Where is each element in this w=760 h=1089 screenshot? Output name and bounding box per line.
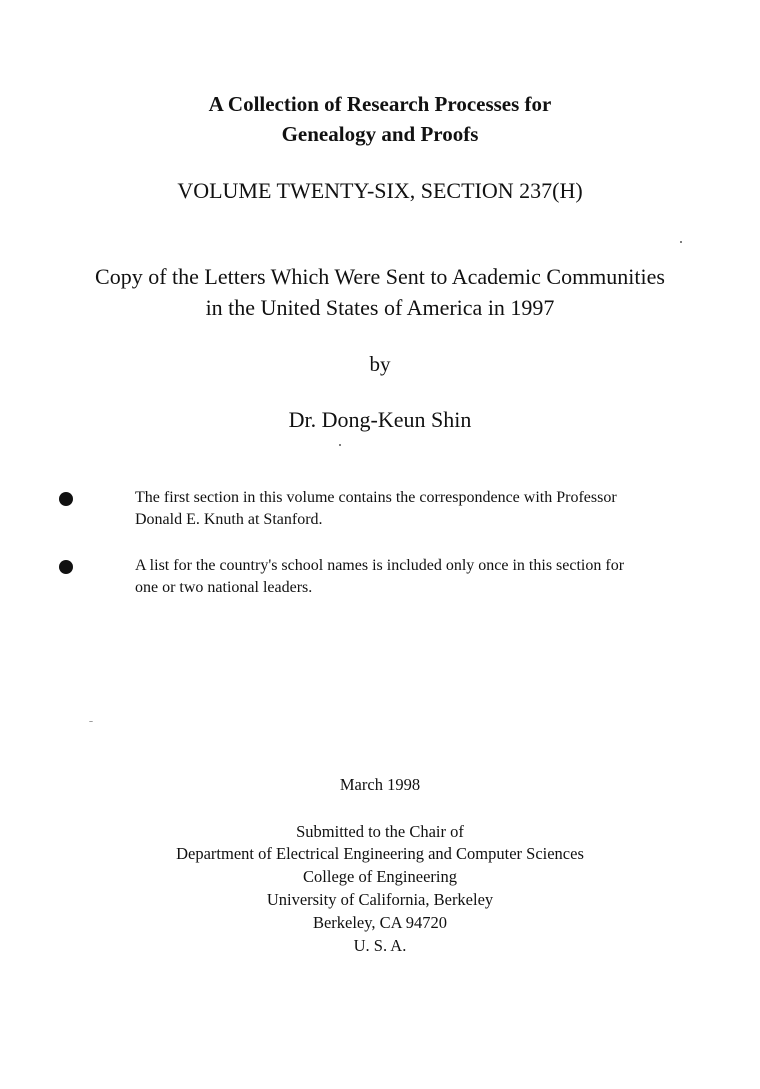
department-line: Department of Electrical Engineering and Computer Sciences [176,844,584,863]
scan-speck [680,241,682,243]
university-line: University of California, Berkeley [266,890,494,909]
college-line: College of Engineering [303,867,457,886]
byline: by [369,352,391,376]
author-name: Dr. Dong-Keun Shin [288,407,472,432]
title-line-2: Genealogy and Proofs [281,122,479,146]
city-line: Berkeley, CA 94720 [312,913,448,932]
bullet-1-line-2: Donald E. Knuth at Stanford. [135,511,323,528]
bullet-dot-icon [59,560,73,574]
subtitle-line-2: in the United States of America in 1997 [205,295,555,320]
date-line: March 1998 [339,775,421,794]
subtitle-line-1: Copy of the Letters Which Were Sent to Academic Communities [95,264,665,289]
scan-speck [339,444,341,446]
bullet-2-line-2: one or two national leaders. [135,579,313,596]
bullet-1-line-1: The first section in this volume contains the correspondence with Professor [135,489,617,506]
bullet-2-line-1: A list for the country's school names is included only once in this section for [135,557,625,574]
bullet-text-2 [135,555,725,599]
bullet-text-1 [135,487,725,531]
country-line: U. S. A. [353,936,407,955]
scan-speck [89,721,93,722]
title-line-1: A Collection of Research Processes for [208,92,552,116]
volume-heading: VOLUME TWENTY-SIX, SECTION 237(H) [177,178,583,203]
bullet-dot-icon [59,492,73,506]
submitted-line: Submitted to the Chair of [296,822,464,841]
